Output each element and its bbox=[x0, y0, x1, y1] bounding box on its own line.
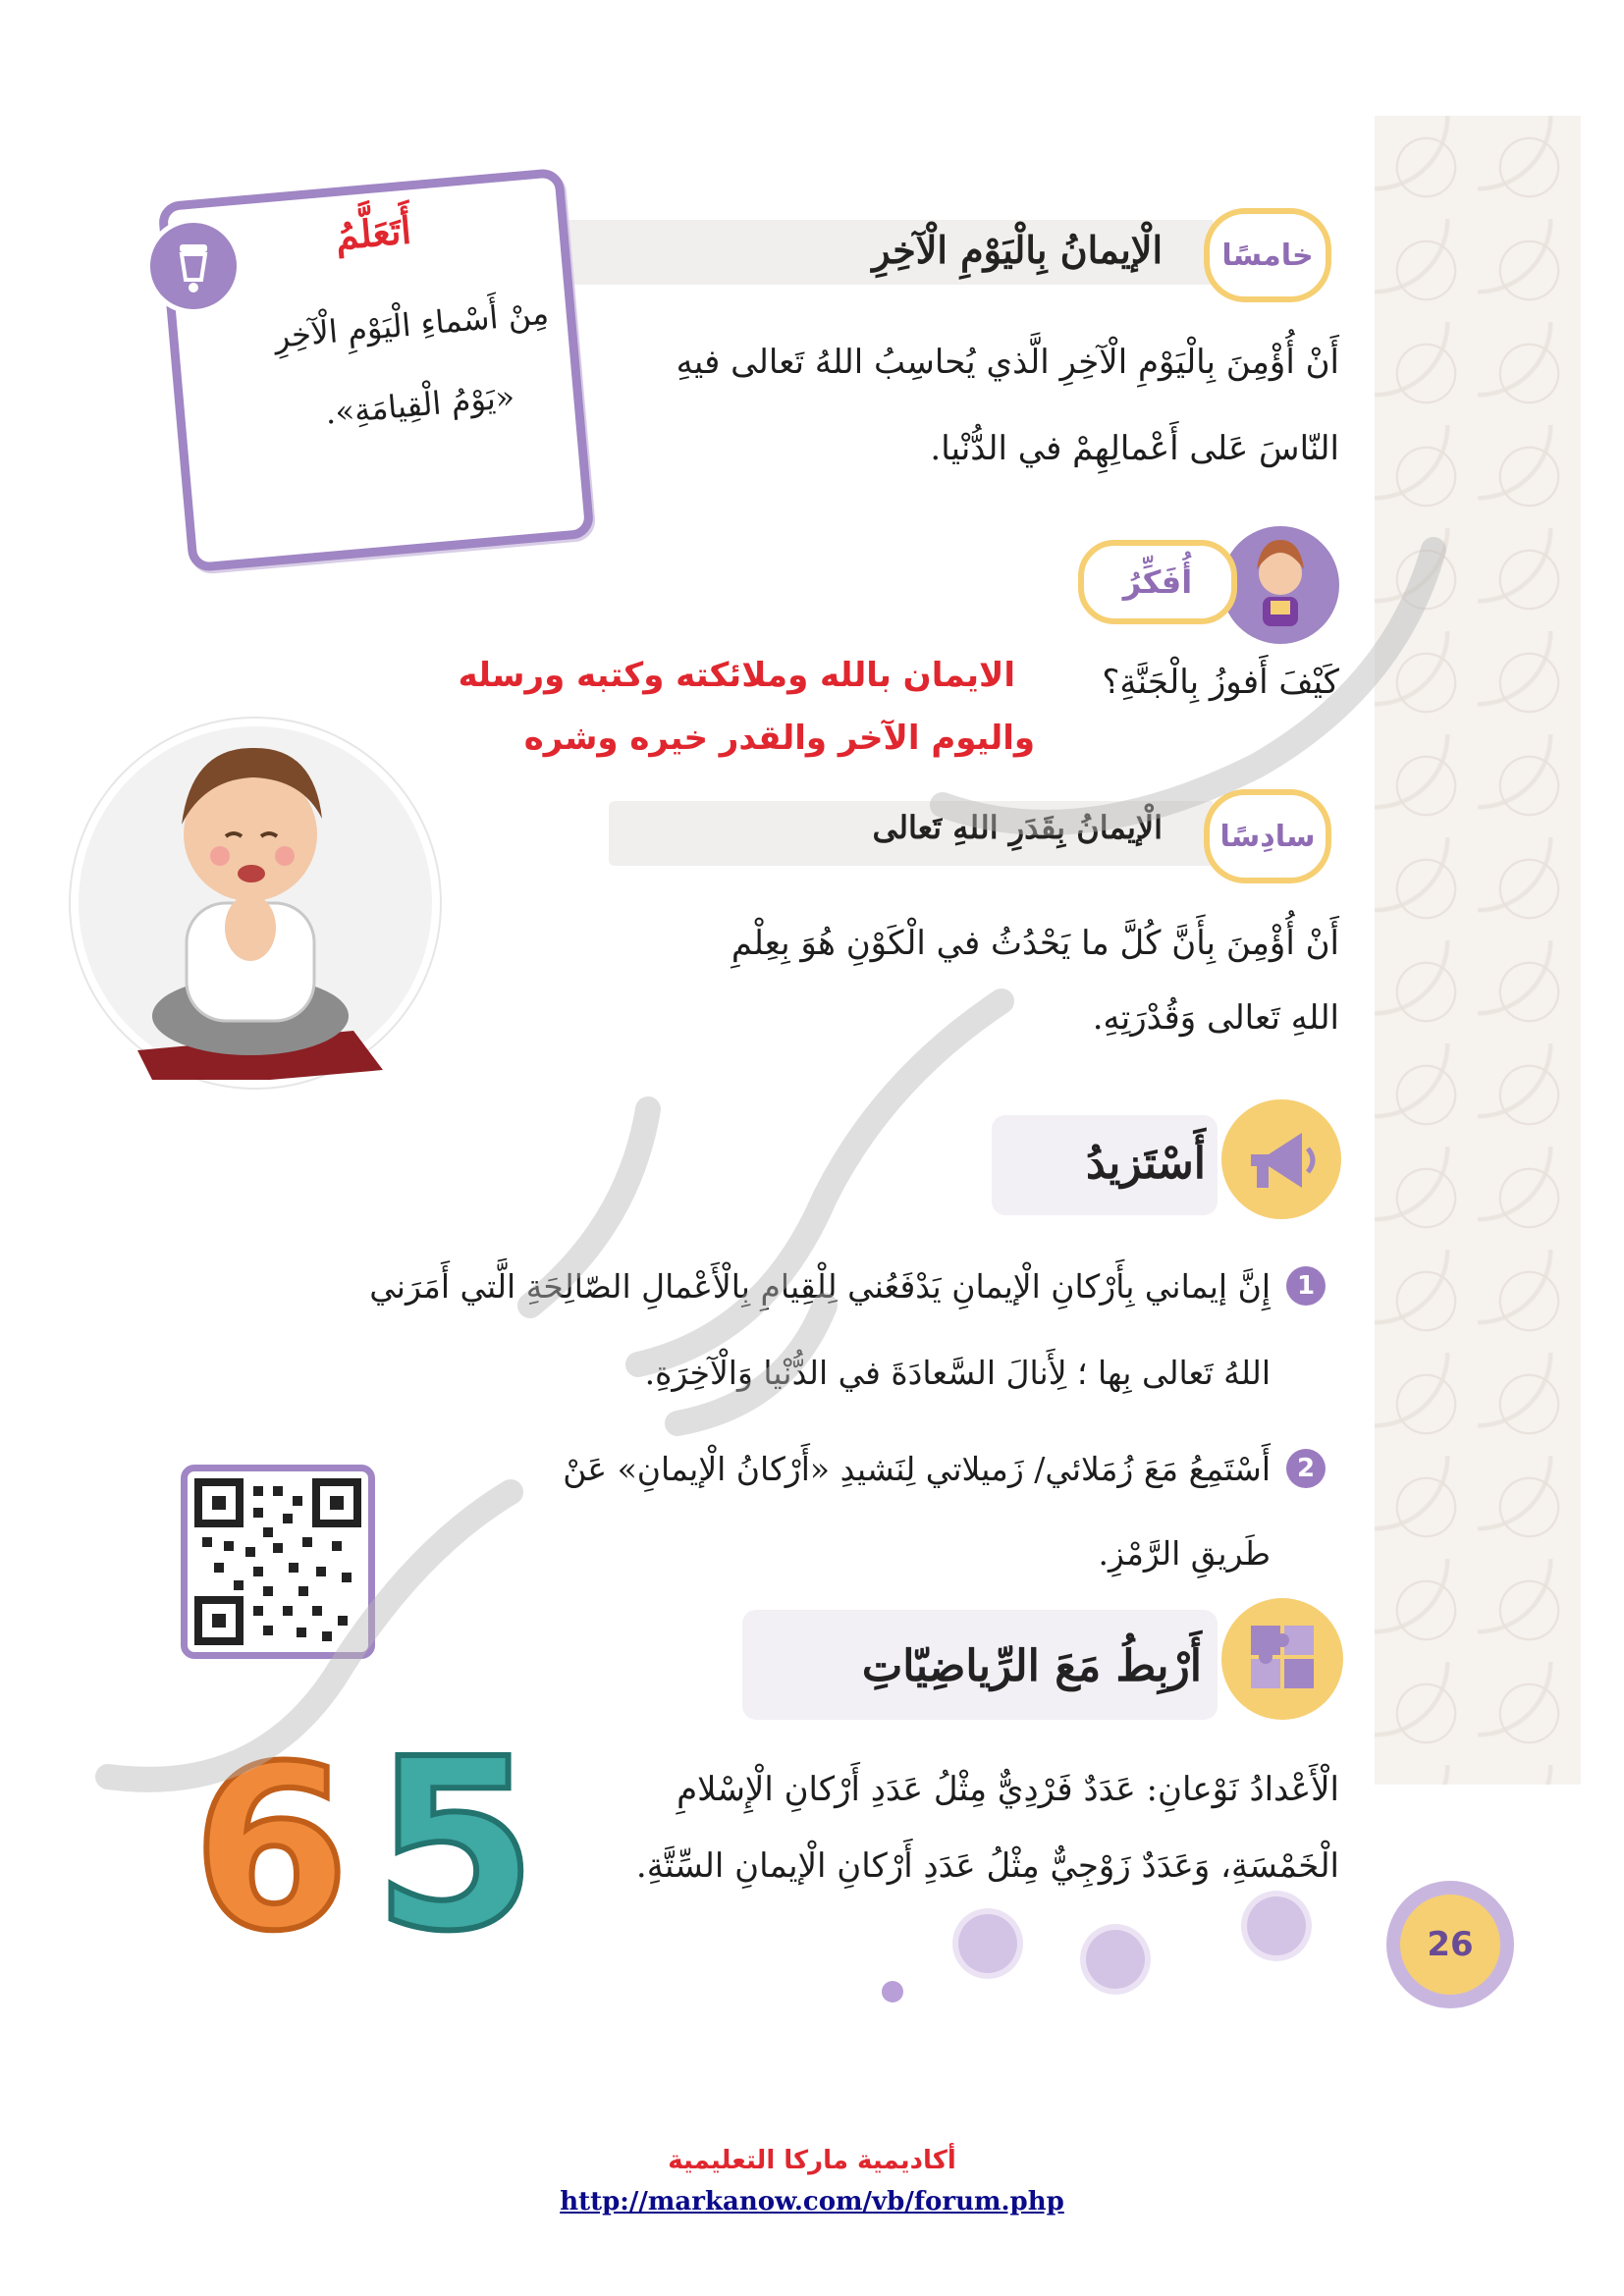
digit-six: 6 bbox=[192, 1719, 351, 1981]
think-question: كَيْفَ أَفوزُ بِالْجَنَّةِ؟ bbox=[1102, 663, 1339, 702]
footer-title: أكاديمية ماركا التعليمية bbox=[668, 2146, 956, 2175]
section6-label: سادِسًا bbox=[1219, 819, 1316, 854]
section5-label: خامسًا bbox=[1221, 238, 1314, 273]
flower-decoration-2 bbox=[1086, 1930, 1145, 1989]
learn-line1: مِنْ أَسْماءِ الْيَوْمِ الْآخِرِ bbox=[272, 294, 551, 355]
more-item2-number: 2 bbox=[1286, 1449, 1326, 1488]
math-line2: الْخَمْسَةِ، وَعَدَدٌ زَوْجِيٌّ مِثْلُ عَدَدِ أَرْكانِ الْإيمانِ السِّتَّةِ. bbox=[635, 1846, 1339, 1886]
thinking-girl-icon bbox=[1221, 526, 1339, 644]
flower-decoration-1 bbox=[958, 1914, 1017, 1973]
megaphone-icon bbox=[1221, 1099, 1341, 1219]
more-item1-line2: اللهُ تَعالى بِها ؛ لِأَنالَ السَّعادَةَ في الدُّنْيا وَالْآخِرَةِ. bbox=[644, 1354, 1271, 1392]
section5-line2: النّاسَ عَلى أَعْمالِهِمْ في الدُّنْيا. bbox=[930, 429, 1339, 468]
side-decorative-pattern bbox=[1375, 116, 1581, 1785]
think-answer-line1: الايمان بالله وملائكته وكتبه ورسله bbox=[458, 656, 1015, 695]
think-answer-line2: واليوم الآخر والقدر خيره وشره bbox=[523, 719, 1035, 758]
more-item2-line2: طَريقِ الرَّمْزِ. bbox=[1098, 1534, 1271, 1573]
page-number: 26 bbox=[1400, 1895, 1500, 1995]
think-label: أُفَكِّرُ bbox=[1122, 563, 1193, 601]
section5-title: الْإيمانُ بِالْيَوْمِ الْآخِرِ bbox=[872, 228, 1163, 272]
lamp-icon bbox=[145, 218, 242, 314]
learn-line2: «يَوْمُ الْقِيامَةِ». bbox=[323, 377, 516, 432]
more-title: أَسْتَزيدُ bbox=[1086, 1139, 1206, 1189]
flower-decoration-4 bbox=[882, 1981, 903, 2002]
qr-code[interactable] bbox=[181, 1465, 375, 1659]
more-item1-line1: إِنَّ إيماني بِأَرْكانِ الْإيمانِ يَدْفَعُني لِلْقِيامِ بِالْأَعْمالِ الصّالِحَةِ الَّتي أَمَرَني bbox=[369, 1267, 1271, 1306]
footer-link[interactable]: http://markanow.com/vb/forum.php bbox=[560, 2187, 1064, 2216]
puzzle-icon bbox=[1221, 1598, 1343, 1720]
praying-boy-illustration bbox=[79, 726, 432, 1080]
think-label-pill bbox=[1078, 540, 1237, 624]
math-title: أَرْبِطُ مَعَ الرِّياضِيّاتِ bbox=[861, 1641, 1202, 1691]
section6-line1: أَنْ أُؤْمِنَ بِأَنَّ كُلَّ ما يَحْدُثُ في الْكَوْنِ هُوَ بِعِلْمِ bbox=[731, 924, 1339, 963]
section5-line1: أَنْ أُؤْمِنَ بِالْيَوْمِ الْآخِرِ الَّذي يُحاسِبُ اللهُ تَعالى فيهِ bbox=[676, 343, 1339, 382]
flower-decoration-3 bbox=[1247, 1896, 1306, 1955]
section6-title: الْإيمانُ بِقَدَرِ اللهِ تَعالى bbox=[872, 809, 1163, 846]
section6-line2: اللهِ تَعالى وَقُدْرَتِهِ. bbox=[1092, 998, 1339, 1038]
digit-five: 5 bbox=[373, 1708, 537, 1983]
section5-label-pill bbox=[1204, 208, 1331, 302]
section6-label-pill bbox=[1204, 789, 1331, 883]
more-item2-line1: أَسْتَمِعُ مَعَ زُمَلائي/ زَميلاتي لِنَشيدِ «أَرْكانُ الْإيمانِ» عَنْ bbox=[563, 1450, 1271, 1488]
math-line1: الْأَعْدادُ نَوْعانِ: عَدَدٌ فَرْدِيٌّ مِثْلُ عَدَدِ أَرْكانِ الْإِسْلامِ bbox=[677, 1770, 1339, 1809]
learn-title: أَتَعَلَّمُ bbox=[333, 207, 413, 259]
more-item1-number: 1 bbox=[1286, 1266, 1326, 1306]
